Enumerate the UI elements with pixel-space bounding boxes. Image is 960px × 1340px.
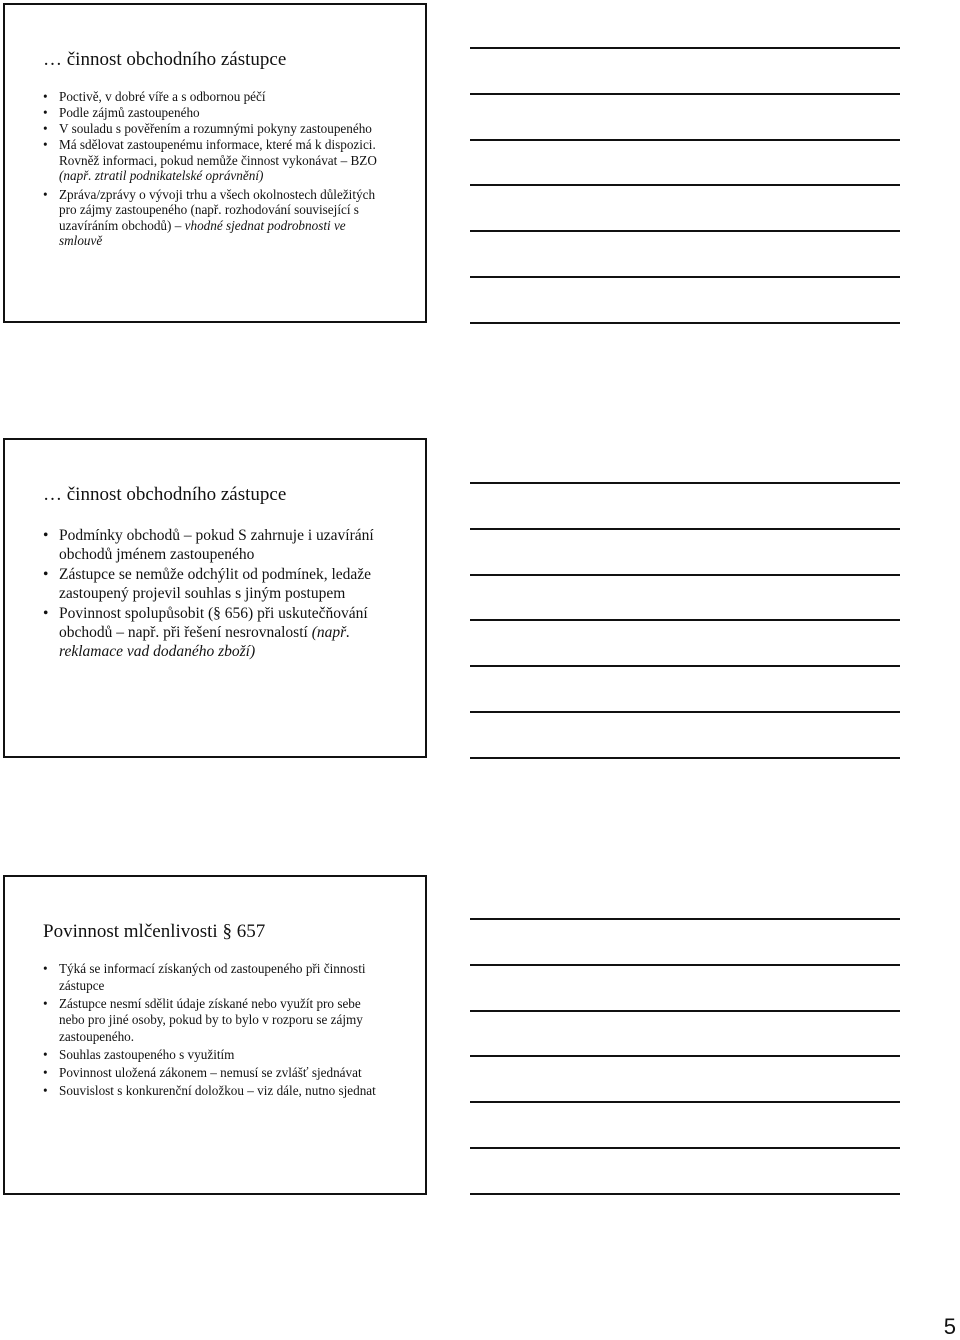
bullet-list bbox=[43, 526, 385, 662]
note-line bbox=[470, 482, 900, 484]
bullet-text: Povinnost uložená zákonem – nemusí se zvlášť sjednávat bbox=[59, 1064, 362, 1080]
bullet-item bbox=[43, 137, 385, 184]
slide-2 bbox=[3, 438, 427, 758]
bullet-item bbox=[43, 604, 385, 661]
bullet-text: Má sdělovat zastoupenému informace, které má k dispozici. Rovněž informaci, pokud nemůže činnost vykonávat – BZO bbox=[59, 137, 377, 168]
slide-title: Povinnost mlčenlivosti § 657 bbox=[43, 921, 266, 942]
slide-1 bbox=[3, 3, 427, 323]
bullet-text-italic: vhodné sjednat podrobnosti ve smlouvě bbox=[59, 217, 346, 248]
bullet-text: Podle zájmů zastoupeného bbox=[59, 105, 200, 120]
slide-3 bbox=[3, 875, 427, 1195]
note-line bbox=[470, 528, 900, 530]
slide-title: … činnost obchodního zástupce bbox=[43, 484, 287, 505]
bullet-text-italic: (např. reklamace vad dodaného zboží) bbox=[59, 624, 351, 660]
bullet-text: Podmínky obchodů – pokud S zahrnuje i uzavírání obchodů jménem zastoupeného bbox=[59, 527, 374, 563]
note-line bbox=[470, 665, 900, 667]
bullet-text: Zástupce nesmí sdělit údaje získané nebo využít pro sebe nebo pro jiné osoby, pokud by to bylo v rozporu se zájmy zastoupeného. bbox=[59, 995, 363, 1044]
note-line bbox=[470, 757, 900, 759]
note-line bbox=[470, 230, 900, 232]
note-line bbox=[470, 964, 900, 966]
note-line bbox=[470, 1010, 900, 1012]
bullet-text: Souvislost s konkurenční doložkou – viz dále, nutno sjednat bbox=[59, 1082, 376, 1098]
note-line bbox=[470, 276, 900, 278]
note-line bbox=[470, 1101, 900, 1103]
note-line bbox=[470, 139, 900, 141]
bullet-item bbox=[43, 187, 385, 249]
bullet-text: Zástupce se nemůže odchýlit od podmínek, ledaže zastoupený projevil souhlas s jiným postupem bbox=[59, 566, 372, 602]
bullet-item bbox=[43, 1083, 385, 1100]
bullet-text: Poctivě, v dobré víře a s odbornou péčí bbox=[59, 89, 266, 104]
bullet-list bbox=[43, 961, 385, 1101]
bullet-text: V souladu s pověřením a rozumnými pokyny zastoupeného bbox=[59, 121, 372, 136]
bullet-text: Týká se informací získaných od zastoupeného při činnosti zástupce bbox=[59, 961, 366, 993]
bullet-item bbox=[43, 121, 385, 137]
bullet-text: Povinnost spolupůsobit (§ 656) při uskutečňování obchodů – např. při řešení nesrovnalostí bbox=[59, 605, 368, 641]
bullet-item bbox=[43, 526, 385, 564]
note-line bbox=[470, 1055, 900, 1057]
note-line bbox=[470, 322, 900, 324]
note-line bbox=[470, 619, 900, 621]
bullet-text: Zpráva/zprávy o vývoji trhu a všech okolnostech důležitých pro zájmy zastoupeného (např. rozhodování související s uzavíráním obchodů) – bbox=[59, 186, 376, 233]
bullet-item bbox=[43, 89, 385, 105]
slide-title: … činnost obchodního zástupce bbox=[43, 49, 287, 70]
bullet-item bbox=[43, 1047, 385, 1064]
note-line bbox=[470, 93, 900, 95]
bullet-item bbox=[43, 105, 385, 121]
bullet-item bbox=[43, 1065, 385, 1082]
note-line bbox=[470, 184, 900, 186]
bullet-text: Souhlas zastoupeného s využitím bbox=[59, 1046, 235, 1062]
note-line bbox=[470, 1147, 900, 1149]
bullet-list bbox=[43, 89, 385, 249]
bullet-item bbox=[43, 996, 385, 1046]
bullet-text-italic: (např. ztratil podnikatelské oprávnění) bbox=[59, 168, 264, 183]
note-line bbox=[470, 574, 900, 576]
page-number: 5 bbox=[943, 1314, 956, 1339]
note-line bbox=[470, 47, 900, 49]
bullet-item bbox=[43, 961, 385, 994]
note-line bbox=[470, 918, 900, 920]
note-line bbox=[470, 711, 900, 713]
note-line bbox=[470, 1193, 900, 1195]
bullet-item bbox=[43, 565, 385, 603]
